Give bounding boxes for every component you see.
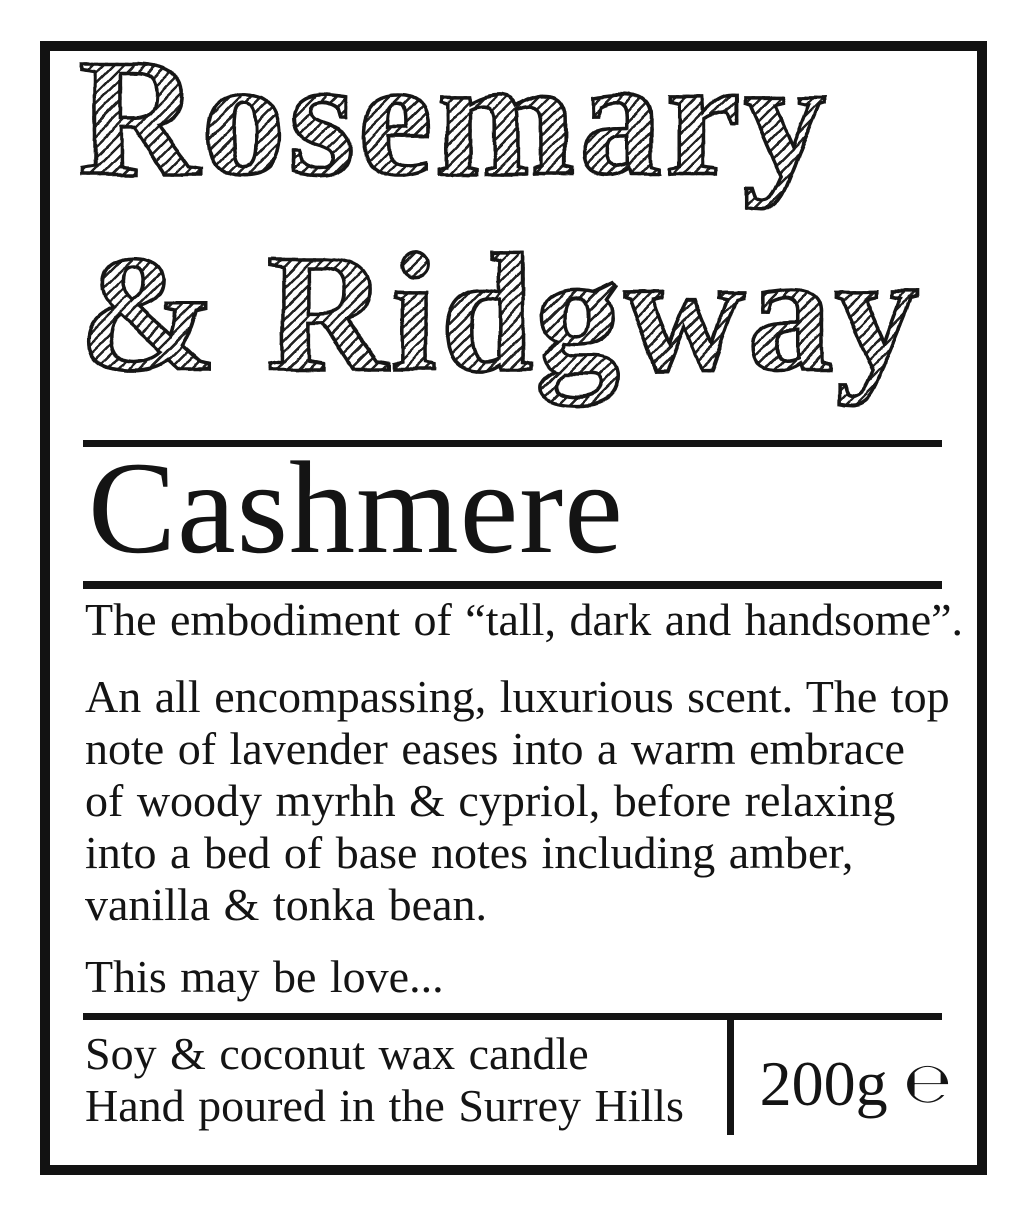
brand-title-line-2: & Ridgway	[78, 220, 922, 406]
description-line: of woody myrhh & cypriol, before relaxing	[85, 775, 896, 826]
estimated-sign: ℮	[903, 1050, 952, 1116]
product-info	[50, 1020, 727, 1165]
brand-title-line-1: Rosemary	[78, 41, 830, 211]
bottom-info-row	[50, 1020, 977, 1165]
product-info-line-2: Hand poured in the Surrey Hills	[85, 1080, 684, 1131]
divider-middle	[83, 581, 942, 589]
brand-title	[50, 41, 977, 411]
description-line: vanilla & tonka bean.	[85, 879, 487, 930]
description-line: note of lavender eases into a warm embrace	[85, 723, 905, 774]
brand-title-section	[50, 41, 977, 440]
scent-name: Cashmere	[88, 434, 624, 581]
description-section	[50, 589, 977, 1013]
tagline: The embodiment of “tall, dark and handsome”.	[85, 594, 964, 645]
candle-label	[40, 41, 987, 1175]
vertical-divider	[727, 1020, 734, 1135]
description-line: into a bed of base notes including amber,	[85, 827, 854, 878]
product-info-line-1: Soy & coconut wax candle	[85, 1028, 589, 1079]
weight-value: 200g	[759, 1047, 888, 1119]
description-paragraph	[85, 671, 957, 931]
closing-line: This may be love...	[85, 951, 444, 1002]
scent-section	[50, 434, 977, 581]
description-line: An all encompassing, luxurious scent. The top	[85, 671, 950, 722]
weight-cell	[734, 1002, 977, 1165]
